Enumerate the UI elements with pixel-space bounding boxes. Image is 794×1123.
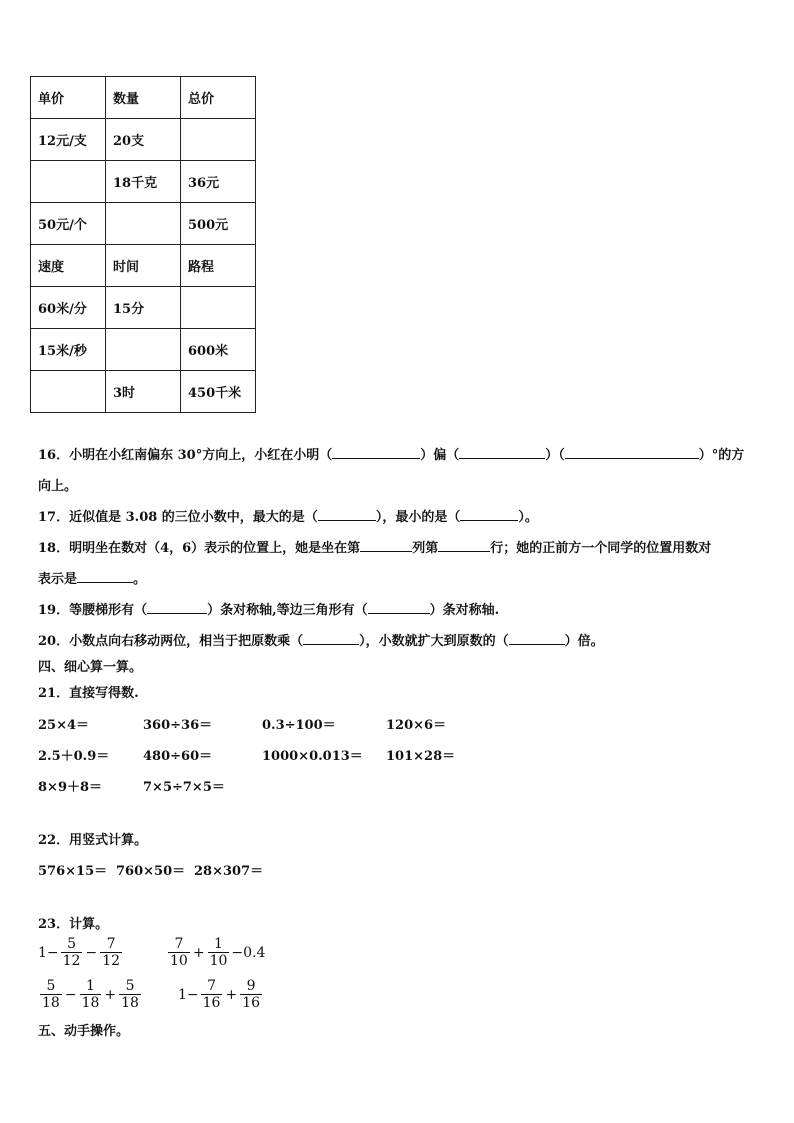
table-row: [31, 203, 256, 245]
numerator: 1: [86, 978, 95, 994]
table-row: [31, 119, 256, 161]
question-text: ）条对称轴.: [429, 603, 500, 618]
question-20: [38, 630, 604, 649]
calc-item: 1000×0.013＝: [262, 749, 363, 764]
numerator: 9: [246, 978, 256, 994]
question-text: 行；她的正前方一个同学的位置用数对: [490, 541, 712, 556]
denominator: 10: [209, 953, 228, 969]
table-cell: [106, 329, 181, 371]
expr-text: −0.4: [231, 944, 266, 961]
question-text: 列第: [412, 541, 439, 556]
question-18-continued: [38, 568, 146, 587]
fraction: [201, 978, 223, 1011]
table-cell: 路程: [181, 245, 256, 287]
calc-item: 120×6＝: [386, 718, 447, 733]
fraction: [240, 978, 262, 1011]
denominator: 18: [81, 995, 100, 1011]
question-text: 19．等腰梯形有（: [38, 603, 148, 618]
question-text: 表示是: [38, 572, 78, 587]
table-cell: [31, 371, 106, 413]
question-text: ），最小的是（: [375, 510, 461, 525]
denominator: 18: [42, 995, 60, 1011]
table-row: [31, 77, 256, 119]
denominator: 12: [102, 953, 121, 969]
fraction-expression: [38, 936, 124, 969]
question-text: 。: [133, 572, 147, 587]
table-cell: [106, 203, 181, 245]
fraction: [80, 978, 102, 1011]
numerator: 7: [174, 936, 184, 952]
table-cell: 450千米: [181, 371, 256, 413]
denominator: 16: [202, 995, 221, 1011]
table-row: [31, 287, 256, 329]
question-19: [38, 599, 499, 618]
fraction-expression: [178, 978, 264, 1011]
table-cell: [181, 119, 256, 161]
question-text: 16．小明在小红南偏东 30°方向上，小红在小明（: [38, 448, 333, 463]
operator: +: [192, 944, 205, 961]
fraction: [119, 978, 141, 1011]
price-speed-table: [30, 76, 256, 413]
numerator: 7: [106, 936, 116, 952]
table-row: [31, 371, 256, 413]
calc-item: 8×9＋8＝: [38, 780, 103, 795]
question-text: 20．小数点向右移动两位，相当于把原数乘（: [38, 634, 304, 649]
question-21-title: 21．直接写得数.: [38, 686, 139, 701]
question-text: ）°的方: [698, 448, 745, 463]
fraction: [208, 936, 230, 969]
calc-item: 7×5÷7×5＝: [143, 780, 225, 795]
answer-blank[interactable]: [509, 632, 565, 645]
table-cell: [31, 161, 106, 203]
table-cell: 36元: [181, 161, 256, 203]
fraction: [100, 936, 122, 969]
table-cell: 15分: [106, 287, 181, 329]
table-cell: [181, 287, 256, 329]
calc-item: 0.3÷100＝: [262, 718, 336, 733]
calc-item: 480÷60＝: [143, 749, 213, 764]
answer-blank[interactable]: [332, 446, 420, 459]
numerator: 5: [125, 978, 135, 994]
operator: +: [104, 986, 117, 1003]
expr-text: 1−: [178, 986, 199, 1003]
table-cell: 3时: [106, 371, 181, 413]
question-text: ）（: [545, 448, 565, 463]
section-heading-4: 四、细心算一算。: [38, 660, 143, 675]
table-row: [31, 329, 256, 371]
answer-blank[interactable]: [460, 508, 518, 521]
answer-blank[interactable]: [368, 601, 430, 614]
answer-blank[interactable]: [360, 539, 412, 552]
question-text: 18．明明坐在数对（4，6）表示的位置上，她是坐在第: [38, 541, 361, 556]
table-row: [31, 161, 256, 203]
numerator: 7: [207, 978, 217, 994]
answer-blank[interactable]: [147, 601, 207, 614]
numerator: 1: [214, 936, 223, 952]
operator: +: [225, 986, 238, 1003]
answer-blank[interactable]: [438, 539, 490, 552]
question-text: ）倍。: [564, 634, 604, 649]
question-17: [38, 506, 538, 525]
operator: −: [64, 986, 77, 1003]
fraction: [40, 978, 62, 1011]
table-cell: 500元: [181, 203, 256, 245]
answer-blank[interactable]: [565, 446, 699, 459]
fraction-expression: [38, 978, 143, 1011]
question-18: [38, 537, 711, 556]
expr-text: 1−: [38, 944, 59, 961]
denominator: 16: [242, 995, 261, 1011]
table-cell: 速度: [31, 245, 106, 287]
question-text: ）条对称轴,等边三角形有（: [207, 603, 368, 618]
question-22-title: 22．用竖式计算。: [38, 833, 148, 848]
table-cell: 总价: [181, 77, 256, 119]
fraction: [168, 936, 190, 969]
question-16-continued: 向上。: [38, 479, 78, 494]
calc-item: 101×28＝: [386, 749, 456, 764]
table-cell: 时间: [106, 245, 181, 287]
question-16: [38, 444, 744, 463]
denominator: 10: [170, 953, 188, 969]
calc-item: 360÷36＝: [143, 718, 213, 733]
question-text: ），小数就扩大到原数的（: [359, 634, 509, 649]
calc-item: 760×50＝: [116, 864, 186, 879]
denominator: 18: [121, 995, 139, 1011]
table-cell: 600米: [181, 329, 256, 371]
numerator: 5: [46, 978, 56, 994]
calc-item: 2.5＋0.9＝: [38, 749, 110, 764]
section-heading-5: 五、动手操作。: [38, 1024, 130, 1039]
fraction: [61, 936, 83, 969]
table-cell: 60米/分: [31, 287, 106, 329]
question-text: 17．近似值是 3.08 的三位小数中，最大的是（: [38, 510, 318, 525]
question-text: ）偏（: [420, 448, 460, 463]
denominator: 12: [62, 953, 81, 969]
calc-item: 576×15＝: [38, 864, 108, 879]
table-cell: 12元/支: [31, 119, 106, 161]
table-cell: 15米/秒: [31, 329, 106, 371]
table-row: [31, 245, 256, 287]
table-cell: 18千克: [106, 161, 181, 203]
numerator: 5: [67, 936, 77, 952]
answer-blank[interactable]: [459, 446, 545, 459]
table-cell: 20支: [106, 119, 181, 161]
answer-blank[interactable]: [303, 632, 359, 645]
calc-item: 25×4＝: [38, 718, 90, 733]
operator: −: [85, 944, 98, 961]
question-text: ）。: [518, 510, 538, 525]
calc-item: 28×307＝: [194, 864, 264, 879]
table-cell: 数量: [106, 77, 181, 119]
answer-blank[interactable]: [318, 508, 376, 521]
table-cell: 单价: [31, 77, 106, 119]
table-cell: 50元/个: [31, 203, 106, 245]
fraction-expression: [166, 936, 265, 969]
answer-blank[interactable]: [77, 570, 133, 583]
question-23-title: 23．计算。: [38, 917, 109, 932]
